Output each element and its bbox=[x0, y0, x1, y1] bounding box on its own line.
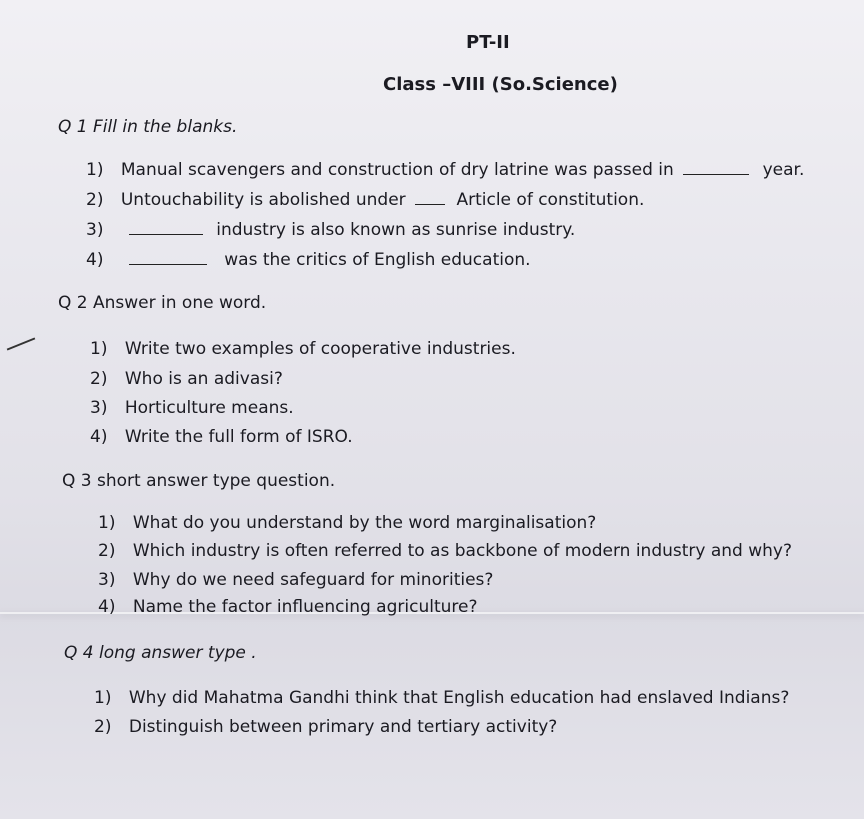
pen-mark bbox=[7, 337, 36, 350]
q3-item-1 bbox=[98, 513, 596, 533]
item-number: 4) bbox=[86, 250, 104, 270]
q4-item-1 bbox=[94, 688, 789, 708]
item-number: 1) bbox=[90, 339, 108, 359]
item-number: 2) bbox=[90, 369, 108, 389]
item-text: Who is an adivasi? bbox=[124, 369, 283, 389]
item-text: Name the factor influencing agriculture? bbox=[132, 597, 478, 617]
q2-heading: Q 2 Answer in one word. bbox=[58, 293, 267, 313]
blank-line bbox=[683, 173, 749, 175]
q1-heading: Q 1 Fill in the blanks. bbox=[58, 117, 238, 137]
q2-item-3 bbox=[90, 398, 294, 418]
q3-item-2 bbox=[98, 541, 792, 561]
item-number: 1) bbox=[98, 513, 116, 533]
item-text: Why do we need safeguard for minorities? bbox=[132, 570, 494, 590]
item-text: Distinguish between primary and tertiary activity? bbox=[128, 717, 558, 737]
item-text: Why did Mahatma Gandhi think that English education had enslaved Indians? bbox=[128, 688, 790, 708]
q2-item-2 bbox=[90, 369, 283, 389]
item-number: 3) bbox=[98, 570, 116, 590]
q1-item-2 bbox=[86, 190, 644, 210]
item-text: Manual scavengers and construction of dry latrine was passed in bbox=[120, 160, 674, 180]
item-text-after: year. bbox=[762, 160, 805, 180]
blank-line bbox=[129, 233, 203, 235]
q1-item-3 bbox=[86, 220, 575, 240]
q3-item-3 bbox=[98, 570, 493, 590]
item-text: Untouchability is abolished under bbox=[120, 190, 406, 210]
q3-item-4 bbox=[98, 597, 477, 617]
q4-heading: Q 4 long answer type . bbox=[64, 643, 257, 663]
item-text-after: was the critics of English education. bbox=[224, 250, 531, 270]
item-text: Write the full form of ISRO. bbox=[124, 427, 353, 447]
q4-item-2 bbox=[94, 717, 557, 737]
item-number: 1) bbox=[94, 688, 112, 708]
item-number: 2) bbox=[98, 541, 116, 561]
item-number: 2) bbox=[94, 717, 112, 737]
item-text: Write two examples of cooperative industries. bbox=[124, 339, 516, 359]
q2-item-1 bbox=[90, 339, 516, 359]
q2-item-4 bbox=[90, 427, 353, 447]
blank-line bbox=[129, 263, 207, 265]
item-number: 4) bbox=[90, 427, 108, 447]
item-number: 4) bbox=[98, 597, 116, 617]
item-text: Which industry is often referred to as backbone of modern industry and why? bbox=[132, 541, 793, 561]
item-text-after: industry is also known as sunrise industry. bbox=[216, 220, 576, 240]
item-text-after: Article of constitution. bbox=[456, 190, 645, 210]
q1-item-4 bbox=[86, 250, 531, 270]
item-number: 1) bbox=[86, 160, 104, 180]
item-number: 3) bbox=[86, 220, 104, 240]
page-subtitle: Class –VIII (So.Science) bbox=[383, 74, 618, 95]
q3-heading: Q 3 short answer type question. bbox=[62, 471, 336, 491]
blank-line bbox=[415, 203, 445, 205]
item-text: What do you understand by the word marginalisation? bbox=[132, 513, 597, 533]
item-number: 2) bbox=[86, 190, 104, 210]
page-title: PT-II bbox=[466, 32, 510, 53]
q1-item-1 bbox=[86, 160, 804, 180]
item-number: 3) bbox=[90, 398, 108, 418]
item-text: Horticulture means. bbox=[124, 398, 294, 418]
